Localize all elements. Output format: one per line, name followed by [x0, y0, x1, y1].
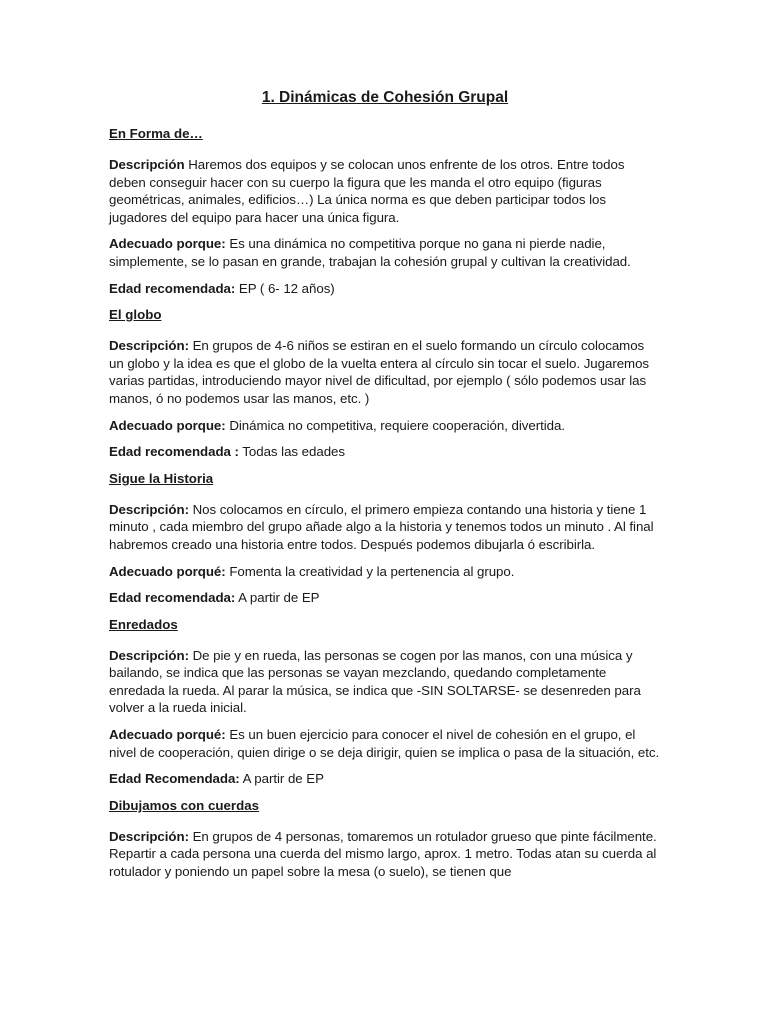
paragraph-label: Descripción	[109, 157, 185, 172]
document-title: 1. Dinámicas de Cohesión Grupal	[261, 89, 509, 106]
reason-paragraph	[109, 417, 661, 435]
description-paragraph	[109, 828, 661, 881]
paragraph-text: A partir de EP	[239, 771, 324, 787]
paragraph-label: Adecuado porque:	[109, 236, 226, 252]
document-page	[109, 88, 661, 890]
description-paragraph	[109, 337, 661, 407]
paragraph-text: EP ( 6- 12 años)	[235, 280, 335, 296]
description-paragraph	[109, 501, 661, 554]
section-dibujamos-con-cuerdas	[109, 797, 661, 881]
age-paragraph	[109, 280, 661, 298]
paragraph-label: Edad recomendada:	[109, 590, 236, 606]
paragraph-label: Edad Recomendada:	[109, 771, 240, 787]
section-el-globo	[109, 306, 661, 461]
section-enredados	[109, 616, 661, 788]
description-paragraph	[109, 156, 661, 226]
section-heading: Dibujamos con cuerdas	[109, 797, 259, 813]
section-heading: El globo	[109, 307, 162, 323]
reason-paragraph	[109, 563, 661, 581]
age-paragraph	[109, 443, 661, 461]
paragraph-label: Descripción:	[109, 647, 189, 663]
paragraph-text: Es un buen ejercicio para conocer el nivel de cohesión en el grupo, el nivel de cooperación, quien dirige o se deja dirigir, quien se implica o pasa de la situación, etc.	[109, 727, 660, 760]
paragraph-label: Adecuado porqué:	[109, 727, 226, 743]
paragraph-text: Dinámica no competitiva, requiere cooperación, divertida.	[225, 417, 565, 433]
paragraph-label: Descripción:	[109, 338, 189, 354]
reason-paragraph	[109, 726, 661, 761]
section-en-forma-de	[109, 125, 661, 297]
paragraph-text: En grupos de 4 personas, tomaremos un rotulador grueso que pinte fácilmente. Repartir a cada persona una cuerda del mismo largo, aprox. 1 metro. Todas atan su cuerda al rotulador y poniendo un papel sobre la mesa (o suelo), se tienen que	[109, 828, 657, 880]
paragraph-text: Nos colocamos en círculo, el primero empieza contando una historia y tiene 1 minuto , cada miembro del grupo añade algo a la historia y tenemos todos un minuto . Al final habremos creado una historia entre todos. Después podemos dibujarla ó escribirla.	[109, 501, 654, 552]
paragraph-text: Es una dinámica no competitiva porque no gana ni pierde nadie, simplemente, se lo pasan en grande, trabajan la cohesión grupal y cultivan la creatividad.	[109, 236, 631, 269]
paragraph-text: En grupos de 4-6 niños se estiran en el suelo formando un círculo colocamos un globo y la idea es que el globo de la vuelta entera al círculo sin tocar el suelo. Jugaremos varias partidas, introduciendo mayor nivel de dificultad, por ejemplo ( sólo podemos usar las manos, ó no podemos usar las manos, etc. )	[109, 338, 650, 406]
paragraph-text: Todas las edades	[238, 444, 345, 460]
section-sigue-la-historia	[109, 470, 661, 607]
reason-paragraph	[109, 235, 661, 270]
age-paragraph	[109, 770, 661, 788]
age-paragraph	[109, 589, 661, 607]
paragraph-label: Descripción:	[109, 828, 189, 844]
paragraph-label: Edad recomendada:	[109, 280, 236, 296]
paragraph-label: Adecuado porque:	[109, 417, 226, 433]
paragraph-text: A partir de EP	[235, 590, 320, 606]
paragraph-text: Fomenta la creatividad y la pertenencia al grupo.	[225, 563, 515, 579]
paragraph-label: Edad recomendada :	[109, 444, 239, 460]
section-heading: En Forma de…	[109, 126, 203, 141]
paragraph-text: Haremos dos equipos y se colocan unos enfrente de los otros. Entre todos deben conseguir hacer con su cuerpo la figura que les manda el otro equipo (figuras geométricas, animales, edificios…) La única norma es que deben participar todos los jugadores del equipo para hacer una única figura.	[109, 157, 625, 225]
paragraph-label: Adecuado porqué:	[109, 563, 226, 579]
paragraph-label: Descripción:	[109, 501, 189, 517]
section-heading: Sigue la Historia	[109, 470, 214, 486]
description-paragraph	[109, 647, 661, 717]
paragraph-text: De pie y en rueda, las personas se cogen por las manos, con una música y bailando, se indica que las personas se vayan mezclando, quedando completamente enredada la rueda. Al parar la música, se indica que -SIN SOLTARSE- se desenreden para volver a la rueda inicial.	[109, 647, 641, 716]
section-heading: Enredados	[109, 616, 178, 632]
